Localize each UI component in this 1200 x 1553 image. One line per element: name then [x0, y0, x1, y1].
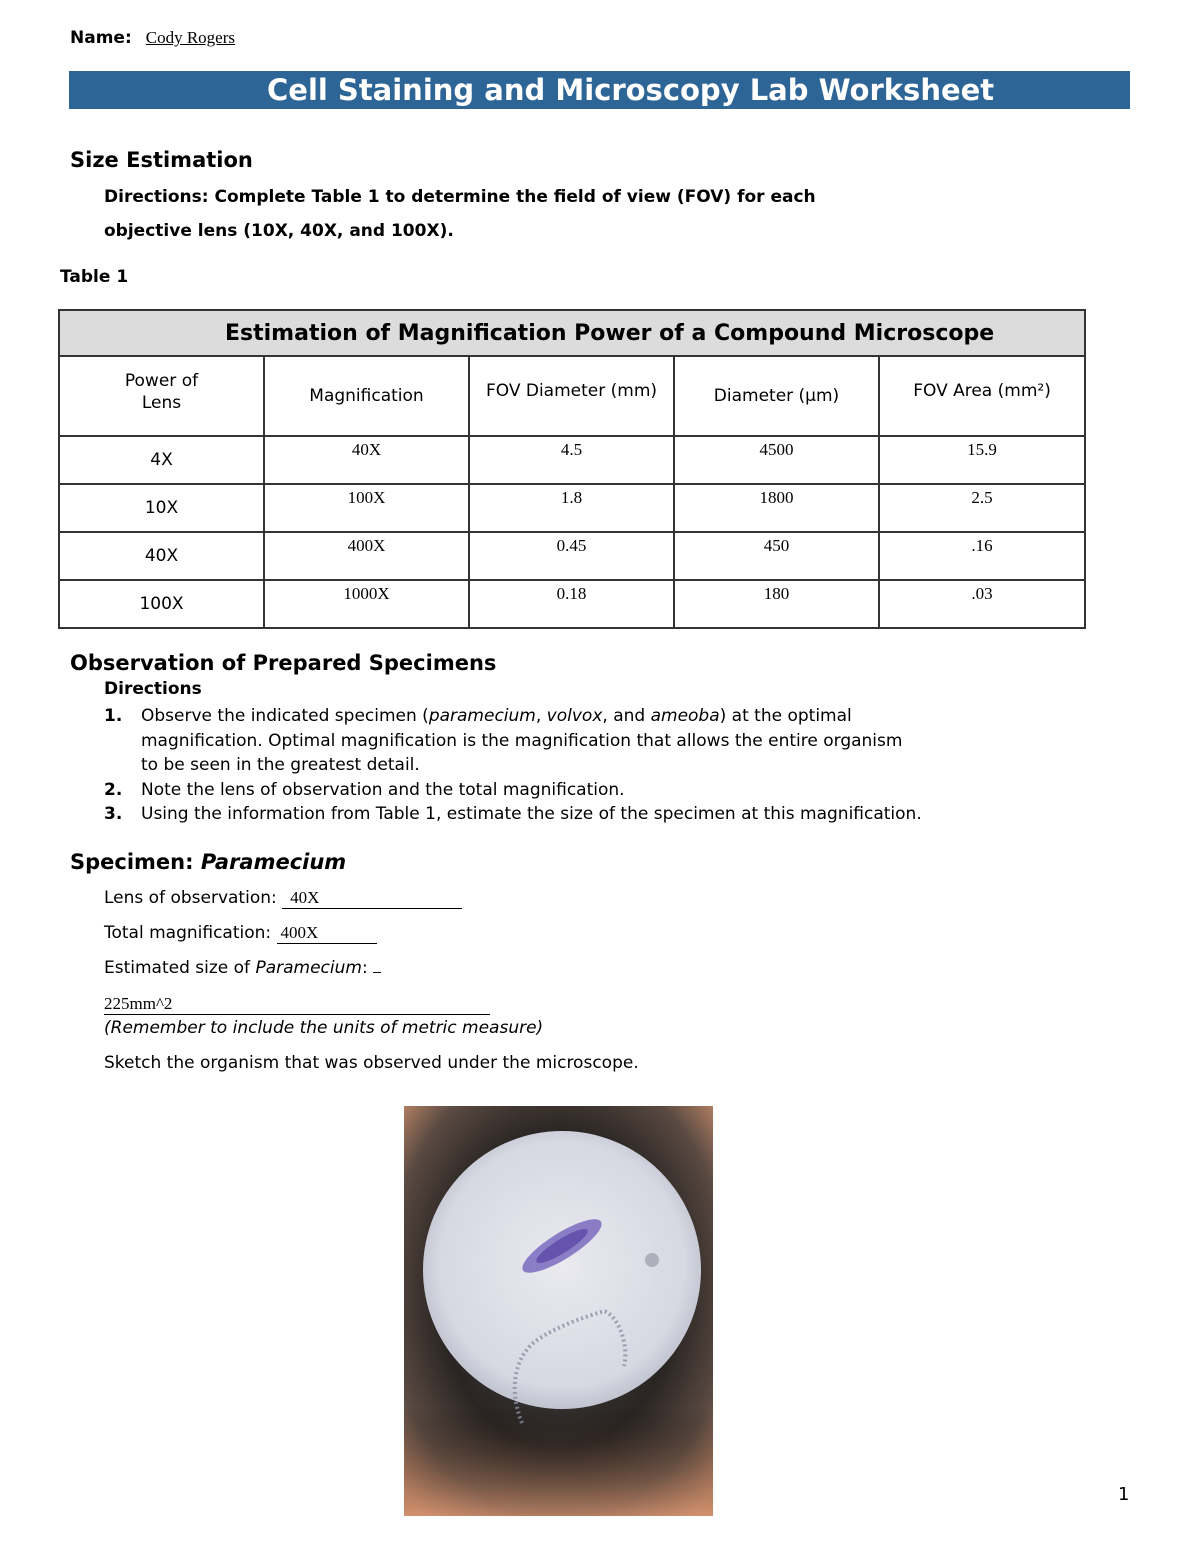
cell-lens: 4X	[59, 436, 264, 484]
step-number: 3.	[104, 804, 123, 824]
estimated-size-row: Estimated size of Paramecium:	[104, 958, 381, 978]
observation-steps	[104, 704, 922, 827]
table-row	[59, 580, 1085, 628]
step-number: 1.	[104, 706, 123, 726]
cell-lens: 10X	[59, 484, 264, 532]
worksheet-title: Cell Staining and Microscopy Lab Worksheet	[267, 73, 995, 107]
student-name: Cody Rogers	[145, 28, 235, 47]
cell-magnification: 40X	[264, 436, 469, 484]
total-magnification-label: Total magnification:	[104, 923, 272, 943]
estimated-size-specimen: Paramecium	[255, 958, 362, 978]
table-row	[59, 484, 1085, 532]
specimen-heading: Specimen: Paramecium	[70, 850, 347, 874]
sketch-instruction: Sketch the organism that was observed under the microscope.	[104, 1053, 639, 1073]
header-fov-area: FOV Area (mm²)	[879, 356, 1085, 436]
header-magnification: Magnification	[264, 356, 469, 436]
total-magnification-row	[104, 923, 377, 944]
title-banner	[69, 71, 1130, 109]
total-magnification-field[interactable]: 400X	[277, 923, 377, 944]
cell-lens: 100X	[59, 580, 264, 628]
table-row	[59, 436, 1085, 484]
table-label: Table 1	[60, 267, 129, 287]
microscope-photo	[404, 1106, 713, 1516]
table-row	[59, 532, 1085, 580]
step-number: 2.	[104, 779, 123, 800]
header-fov-diameter: FOV Diameter (mm)	[469, 356, 674, 436]
specimen-volvox: volvox	[546, 706, 603, 726]
cell-fov-area: .16	[879, 532, 1085, 580]
estimated-size-field[interactable]: 225mm^2	[104, 994, 490, 1015]
cell-diameter-um: 4500	[674, 436, 879, 484]
cell-diameter-um: 180	[674, 580, 879, 628]
name-row	[70, 28, 235, 48]
specimen-name: Paramecium	[200, 850, 347, 874]
step-3: 3. Using the information from Table 1, estimate the size of the specimen at this magnification.	[104, 802, 922, 827]
cell-fov-diameter: 4.5	[469, 436, 674, 484]
step-1: 1. Observe the indicated specimen (paramecium, volvox, and ameoba) at the optimal magnification. Optimal magnification is the magnification that allows the entire organism to be seen in the greatest detail.	[104, 706, 903, 775]
header-power-of-lens: Power of Lens	[59, 356, 264, 436]
observation-directions-label: Directions	[104, 679, 202, 699]
step-2: 2. Note the lens of observation and the total magnification.	[104, 778, 922, 803]
cell-fov-area: 15.9	[879, 436, 1085, 484]
lens-of-observation-label: Lens of observation:	[104, 888, 277, 908]
cell-fov-area: 2.5	[879, 484, 1085, 532]
size-directions	[104, 180, 816, 248]
cell-fov-diameter: 0.45	[469, 532, 674, 580]
name-label: Name:	[70, 28, 132, 48]
size-directions-line2: objective lens (10X, 40X, and 100X).	[104, 221, 454, 241]
cell-diameter-um: 1800	[674, 484, 879, 532]
observation-heading: Observation of Prepared Specimens	[70, 651, 497, 675]
magnification-table	[58, 309, 1086, 629]
cell-diameter-um: 450	[674, 532, 879, 580]
cell-fov-area: .03	[879, 580, 1085, 628]
lens-of-observation-row	[104, 888, 462, 909]
units-reminder: (Remember to include the units of metric measure)	[104, 1018, 544, 1038]
page-number: 1	[1118, 1484, 1130, 1505]
cell-magnification: 400X	[264, 532, 469, 580]
estimated-size-answer	[104, 994, 490, 1015]
specimen-paramecium: paramecium	[428, 706, 536, 726]
specimen-ameoba: ameoba	[650, 706, 720, 726]
size-estimation-heading: Size Estimation	[70, 148, 253, 172]
cell-magnification: 1000X	[264, 580, 469, 628]
cell-lens: 40X	[59, 532, 264, 580]
cell-fov-diameter: 1.8	[469, 484, 674, 532]
table-caption: Estimation of Magnification Power of a Compound Microscope	[59, 310, 1085, 356]
header-diameter-um: Diameter (µm)	[674, 356, 879, 436]
lens-of-observation-field[interactable]: 40X	[282, 888, 462, 909]
cell-fov-diameter: 0.18	[469, 580, 674, 628]
paramecium-micrograph	[404, 1106, 713, 1516]
cell-magnification: 100X	[264, 484, 469, 532]
size-directions-line1: Directions: Complete Table 1 to determine the field of view (FOV) for each	[104, 187, 816, 207]
